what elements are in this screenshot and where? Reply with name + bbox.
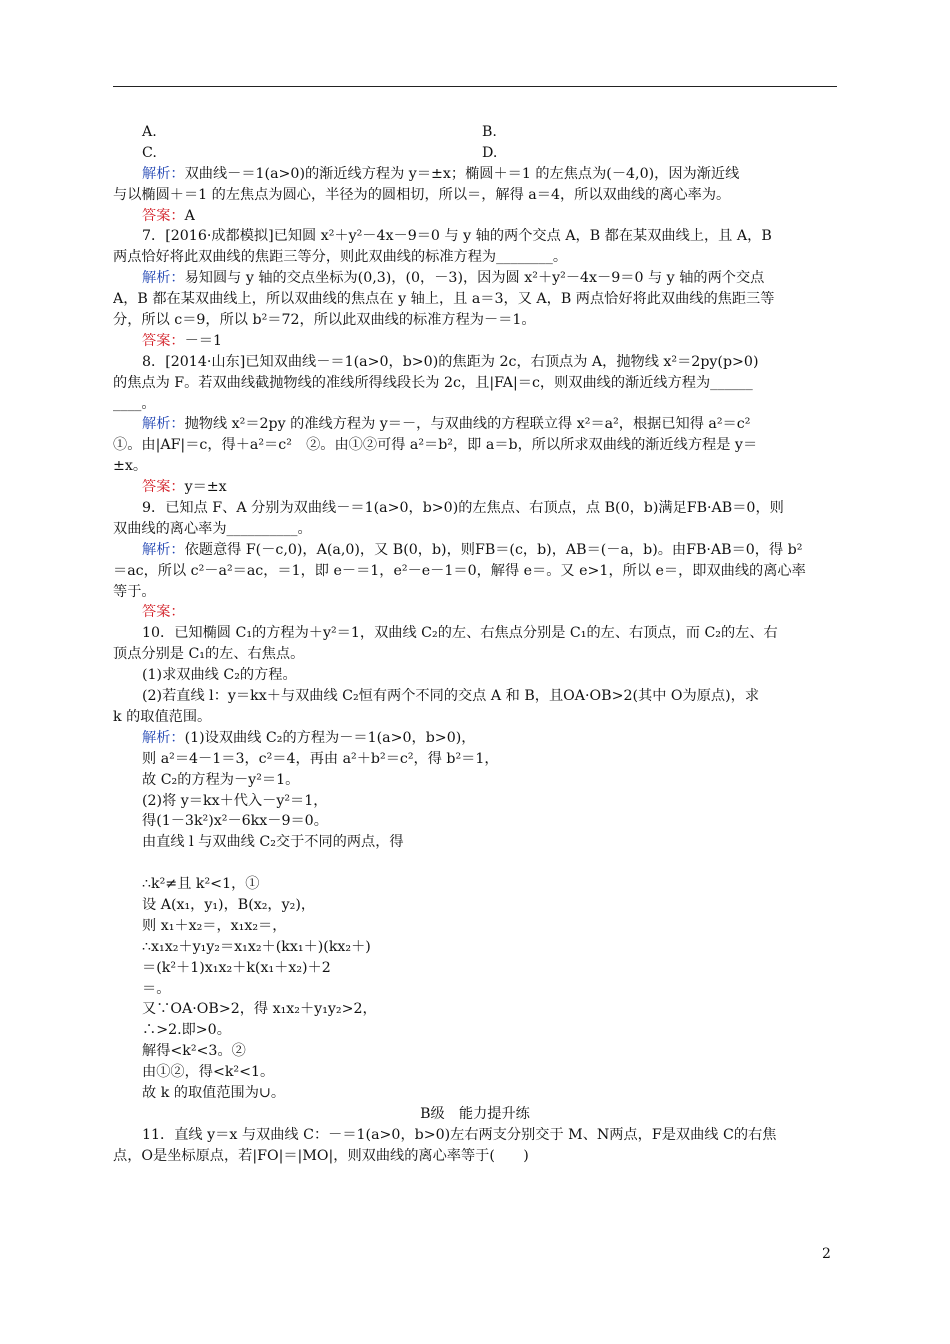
- q8-answer: [113, 477, 837, 498]
- answer-text: A: [184, 207, 195, 224]
- answer-label: 答案：: [142, 332, 185, 349]
- answer-label: 答案：: [142, 207, 185, 224]
- options-row-1: [113, 122, 837, 143]
- q10-solution-line: 则 x₁＋x₂＝，x₁x₂＝，: [142, 917, 287, 934]
- solution-label: 解析：: [142, 270, 185, 287]
- q7-question-line: 7．[2016·成都模拟]已知圆 x²＋y²－4x－9＝0 与 y 轴的两个交点 A，B 都在某双曲线上，且 A，B: [142, 228, 772, 245]
- q10-question-line: (2)若直线 l：y＝kx＋与双曲线 C₂恒有两个不同的交点 A 和 B，且OA·OB>2(其中 O为原点)，求: [142, 688, 760, 705]
- q9-solution-line: [113, 540, 837, 561]
- answer-text: －＝1: [184, 332, 222, 349]
- solution-text: 依题意得 F(－c,0)，A(a,0)，又 B(0，b)，则FB＝(c，b)，AB＝(－a，b)。由FB·AB＝0，得 b²: [184, 541, 803, 558]
- q10-solution-line: 设 A(x₁，y₁)，B(x₂，y₂)，: [142, 896, 316, 913]
- q11-question-line: 点，O是坐标原点，若|FO|＝|MO|，则双曲线的离心率等于( ): [113, 1147, 529, 1164]
- q9-answer: [113, 602, 837, 623]
- solution-label: 解析：: [142, 729, 185, 746]
- solution-text: 抛物线 x²＝2py 的准线方程为 y＝－，与双曲线的方程联立得 x²＝a²，根据已知得 a²＝c²: [184, 416, 751, 433]
- q10-question-line: k 的取值范围。: [113, 708, 212, 725]
- solution-label: 解析：: [142, 165, 185, 182]
- options-row-2: [113, 143, 837, 164]
- q10-question-line: (1)求双曲线 C₂的方程。: [142, 667, 297, 684]
- q7-solution-line: A，B 都在某双曲线上，所以双曲线的焦点在 y 轴上，且 a＝3，又 A，B 两点恰好将此双曲线的焦距三等: [113, 291, 775, 308]
- q9-question-line: 双曲线的离心率为__________。: [113, 520, 312, 537]
- q10-solution-line: 由①②，得<k²<1。: [142, 1064, 275, 1081]
- page-number: 2: [822, 1246, 831, 1262]
- solution-label: 解析：: [142, 541, 185, 558]
- q10-solution-line: ∴k²≠且 k²<1，①: [142, 876, 260, 893]
- option-b: B.: [482, 124, 497, 140]
- header-rule: [113, 86, 837, 87]
- q7-solution-line: [113, 268, 837, 289]
- q7-answer: [113, 331, 837, 352]
- q10-solution-line: ＝。: [142, 980, 171, 997]
- section-heading: B级 能力提升练: [420, 1105, 530, 1122]
- q8-solution-line: [113, 414, 837, 435]
- q8-solution-line: ①。由|AF|＝c，得＋a²＝c² ②。由①②可得 a²＝b²，即 a＝b，所以所求双曲线的渐近线方程是 y＝: [113, 437, 758, 454]
- q10-solution-line: 故 C₂的方程为－y²＝1。: [142, 771, 300, 788]
- option-a: A.: [142, 124, 157, 140]
- solution-text: (1)设双曲线 C₂的方程为－＝1(a>0，b>0)，: [184, 729, 476, 746]
- q10-solution-line: 解得<k²<3。②: [142, 1043, 246, 1060]
- q10-solution-line: [113, 728, 837, 749]
- q9-solution-line: 等于。: [113, 583, 156, 600]
- q9-question-line: 9．已知点 F、A 分别为双曲线－＝1(a>0，b>0)的左焦点、右顶点，点 B(0，b)满足FB·AB＝0，则: [142, 500, 784, 517]
- q7-question-line: 两点恰好将此双曲线的焦距三等分，则此双曲线的标准方程为________。: [113, 249, 568, 266]
- q10-solution-line: 得(1－3k²)x²－6kx－9＝0。: [142, 813, 328, 830]
- q10-solution-line: 则 a²＝4－1＝3，c²＝4，再由 a²＋b²＝c²，得 b²＝1，: [142, 750, 499, 767]
- solution-text: 双曲线－＝1(a>0)的渐近线方程为 y＝±x；椭圆＋＝1 的左焦点为(－4,0)，因为渐近线: [184, 165, 740, 182]
- q10-solution-line: 又∵OA·OB>2，得 x₁x₂＋y₁y₂>2，: [142, 1001, 377, 1018]
- document-body: [113, 122, 837, 1167]
- q8-question-line: 的焦点为 F。若双曲线截抛物线的准线所得线段长为 2c，且|FA|＝c，则双曲线的渐近线方程为______: [113, 374, 753, 391]
- q6-solution-line: 与以椭圆＋＝1 的左焦点为圆心，半径为的圆相切，所以＝，解得 a＝4，所以双曲线的离心率为。: [113, 186, 731, 203]
- answer-label: 答案：: [142, 604, 185, 621]
- q10-solution-line: (2)将 y＝kx＋代入－y²＝1，: [142, 792, 328, 809]
- q10-solution-line: 由直线 l 与双曲线 C₂交于不同的两点，得: [142, 834, 404, 851]
- q10-question-line: 10．已知椭圆 C₁的方程为＋y²＝1，双曲线 C₂的左、右焦点分别是 C₁的左、右顶点，而 C₂的左、右: [142, 625, 778, 642]
- option-c: C.: [142, 144, 157, 161]
- q8-solution-line: ±x。: [113, 458, 148, 475]
- q8-question-line: 8．[2014·山东]已知双曲线－＝1(a>0，b>0)的焦距为 2c，右顶点为 A，抛物线 x²＝2py(p>0): [142, 353, 759, 370]
- q10-solution-line: ∴>2.即>0。: [142, 1022, 231, 1039]
- q11-question-line: 11．直线 y＝x 与双曲线 C：－＝1(a>0，b>0)左右两支分别交于 M、N两点，F是双曲线 C的右焦: [142, 1126, 777, 1143]
- q6-answer: [113, 206, 837, 227]
- q10-solution-line: 故 k 的取值范围为∪。: [142, 1084, 286, 1101]
- option-d: D.: [482, 144, 498, 161]
- answer-text: y＝±x: [184, 479, 227, 496]
- blank-gap: [113, 853, 837, 874]
- solution-label: 解析：: [142, 416, 185, 433]
- solution-text: 易知圆与 y 轴的交点坐标为(0,3)，(0，－3)，因为圆 x²＋y²－4x－9＝0 与 y 轴的两个交点: [184, 270, 765, 287]
- q9-solution-line: ＝ac，所以 c²－a²＝ac，＝1，即 e－＝1，e²－e－1＝0，解得 e＝。又 e>1，所以 e＝，即双曲线的离心率: [113, 562, 806, 579]
- answer-label: 答案：: [142, 479, 185, 496]
- q10-solution-line: ∴x₁x₂＋y₁y₂＝x₁x₂＋(kx₁＋)(kx₂＋): [142, 938, 371, 955]
- q10-question-line: 顶点分别是 C₁的左、右焦点。: [113, 646, 305, 663]
- q6-solution-line: [113, 164, 837, 185]
- q7-solution-line: 分，所以 c＝9，所以 b²＝72，所以此双曲线的标准方程为－＝1。: [113, 312, 536, 329]
- q10-solution-line: ＝(k²＋1)x₁x₂＋k(x₁＋x₂)＋2: [142, 959, 331, 976]
- q8-question-line: ____。: [113, 395, 156, 412]
